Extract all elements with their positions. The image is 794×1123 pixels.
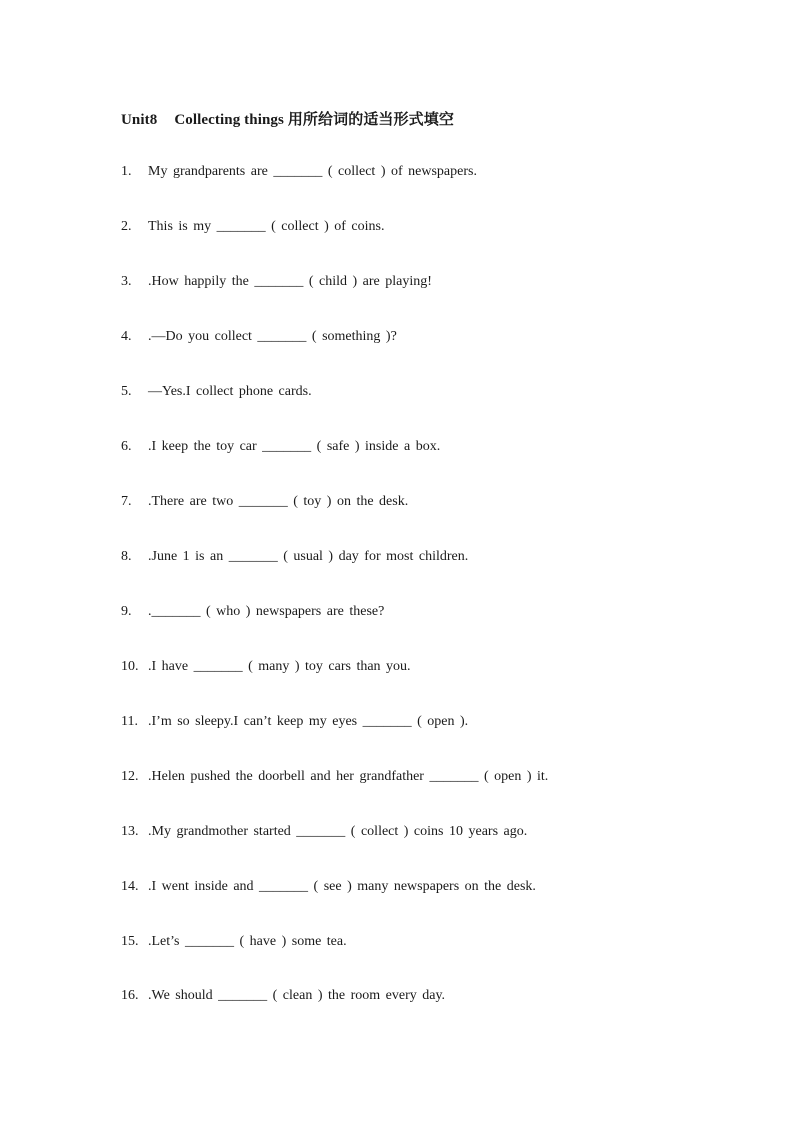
question-text: .How happily the _______ ( child ) are playing! [148, 274, 432, 289]
question-number: 7. [121, 494, 132, 509]
question-text: .Let’s _______ ( have ) some tea. [148, 934, 347, 949]
question-number: 2. [121, 219, 132, 234]
question-text: ._______ ( who ) newspapers are these? [148, 604, 385, 619]
question-number: 3. [121, 274, 132, 289]
question-number: 6. [121, 439, 132, 454]
question-number: 9. [121, 604, 132, 619]
question-number: 4. [121, 329, 132, 344]
question-number: 10. [121, 659, 139, 674]
question-number: 15. [121, 934, 139, 949]
question-text: .I’m so sleepy.I can’t keep my eyes _______ ( open ). [148, 714, 469, 729]
question-text: .I have _______ ( many ) toy cars than you. [148, 659, 411, 674]
question-text: .I went inside and _______ ( see ) many newspapers on the desk. [148, 879, 536, 894]
question-number: 1. [121, 164, 132, 179]
question-number: 12. [121, 769, 139, 784]
question-text: This is my _______ ( collect ) of coins. [148, 219, 385, 234]
question-text: .—Do you collect _______ ( something )? [148, 329, 397, 344]
question-number: 8. [121, 549, 132, 564]
title-instruction: 用所给词的适当形式填空 [287, 112, 454, 128]
question-number: 11. [121, 714, 138, 729]
question-text: .There are two _______ ( toy ) on the desk. [148, 494, 409, 509]
question-text: .June 1 is an _______ ( usual ) day for most children. [148, 549, 469, 564]
title-unit: Unit8 [121, 112, 158, 128]
question-number: 5. [121, 384, 132, 399]
question-text: .Helen pushed the doorbell and her grandfather _______ ( open ) it. [148, 769, 549, 784]
question-text: .I keep the toy car _______ ( safe ) inside a box. [148, 439, 441, 454]
question-number: 16. [121, 988, 139, 1003]
question-text: .My grandmother started _______ ( collect ) coins 10 years ago. [148, 824, 528, 839]
question-text: My grandparents are _______ ( collect ) of newspapers. [148, 164, 477, 179]
question-number: 13. [121, 824, 139, 839]
title-topic: Collecting things [174, 112, 284, 128]
question-text: —Yes.I collect phone cards. [148, 384, 312, 399]
question-number: 14. [121, 879, 139, 894]
question-text: .We should _______ ( clean ) the room every day. [148, 988, 446, 1003]
